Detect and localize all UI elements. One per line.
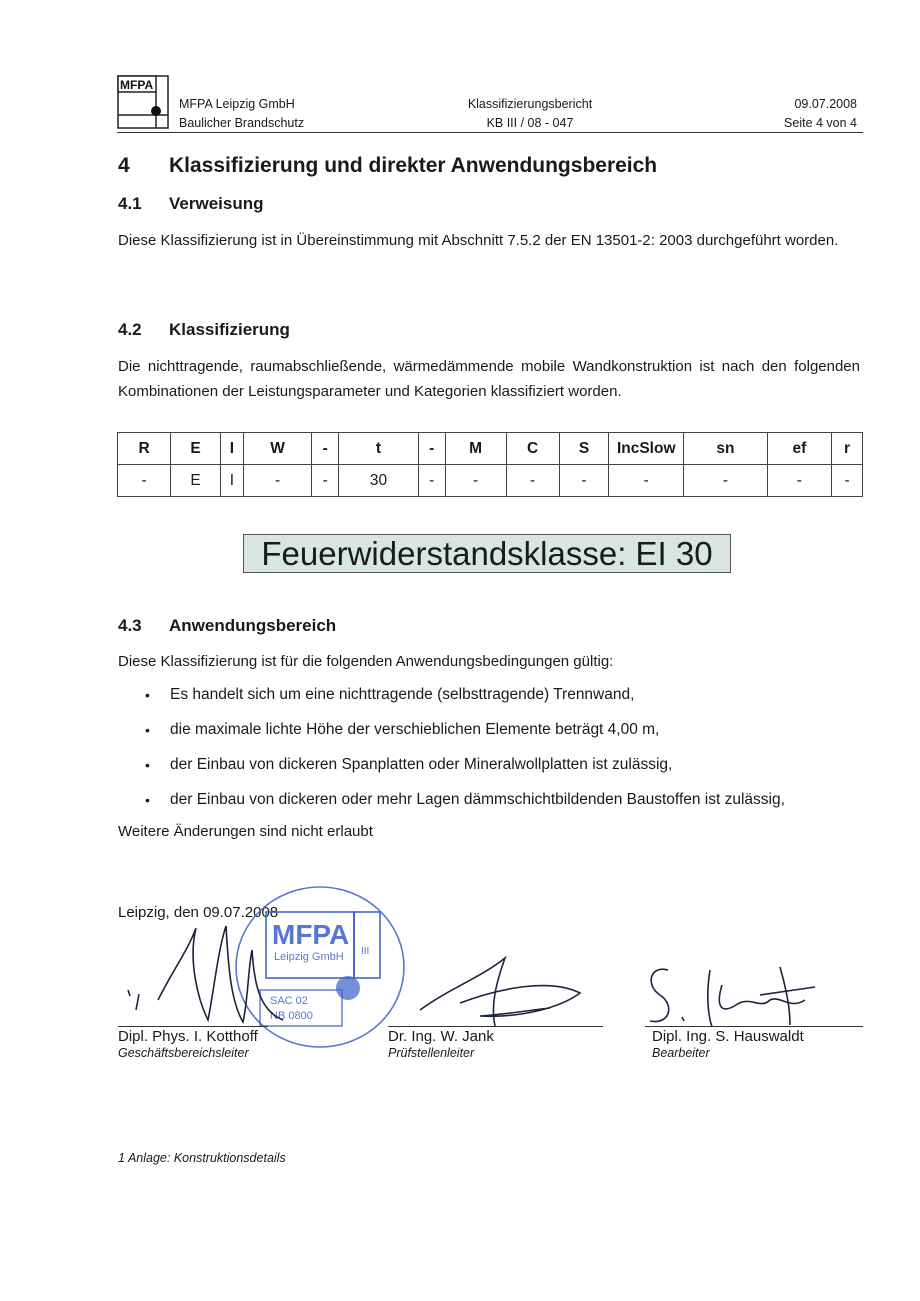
section-4-2-text: Die nichttragende, raumabschließende, wärmedämmende mobile Wandkonstruktion ist nach den folgenden Kombinationen der Leistungsparameter und Kategorien klassifiziert worden. [118, 358, 860, 400]
table-header-cell: E [171, 433, 221, 465]
stamp-code-1: SAC 02 [270, 995, 308, 1007]
signatory-role: Prüfstellenleiter [388, 1046, 475, 1060]
application-conditions-list [118, 684, 785, 824]
table-cell: - [832, 465, 863, 497]
section-4-3-intro: Diese Klassifizierung ist für die folgenden Anwendungsbedingungen gültig: [118, 653, 614, 670]
list-item [118, 719, 785, 754]
signature-hauswaldt [640, 955, 820, 1035]
table-header-cell: t [339, 433, 419, 465]
section-number: 4 [118, 154, 130, 177]
table-header-cell: IncSlow [609, 433, 684, 465]
table-header-cell: - [312, 433, 339, 465]
table-value-row [118, 465, 863, 497]
report-number: KB III / 08 - 047 [486, 116, 574, 130]
signature-line [388, 1026, 603, 1027]
section-number: 4.1 [118, 194, 142, 213]
section-title: Anwendungsbereich [169, 616, 337, 635]
page-number: Seite 4 von 4 [784, 116, 857, 130]
list-item-text: die maximale lichte Höhe der verschieblichen Elemente beträgt 4,00 m, [170, 721, 660, 738]
department-name: Baulicher Brandschutz [179, 116, 305, 130]
table-cell: - [445, 465, 506, 497]
table-header-cell: r [832, 433, 863, 465]
table-cell: - [506, 465, 559, 497]
table-cell: - [609, 465, 684, 497]
list-item-text: der Einbau von dickeren oder mehr Lagen dämmschichtbildenden Baustoffen ist zulässig, [170, 791, 785, 808]
table-cell: - [418, 465, 445, 497]
table-cell: 30 [339, 465, 419, 497]
section-title: Klassifizierung und direkter Anwendungsbereich [169, 154, 658, 177]
table-header-cell: sn [684, 433, 767, 465]
signature-line [118, 1026, 268, 1027]
section-number: 4.3 [118, 616, 142, 635]
stamp-sub-text: Leipzig GmbH [274, 951, 344, 963]
logo-text: MFPA [120, 78, 154, 92]
signature-jank [410, 948, 590, 1030]
signature-kotthoff [118, 910, 288, 1028]
classification-table [117, 432, 863, 497]
table-header-cell: W [243, 433, 311, 465]
signatory-name: Dipl. Ing. S. Hauswaldt [652, 1028, 804, 1045]
section-title: Verweisung [169, 194, 264, 213]
list-item-text: der Einbau von dickeren Spanplatten oder Mineralwollplatten ist zulässig, [170, 756, 673, 773]
table-cell: E [171, 465, 221, 497]
stamp-roman: III [361, 946, 370, 957]
signatory-name: Dipl. Phys. I. Kotthoff [118, 1028, 258, 1045]
signatory-role: Bearbeiter [652, 1046, 710, 1060]
section-4-1-text: Diese Klassifizierung ist in Übereinstimmung mit Abschnitt 7.5.2 der EN 13501-2: 2003 durchgeführt worden. [118, 232, 839, 249]
bullet-marker: • [145, 687, 150, 703]
signatory-role: Geschäftsbereichsleiter [118, 1046, 249, 1060]
report-date: 09.07.2008 [794, 97, 857, 111]
footnote: 1 Anlage: Konstruktionsdetails [118, 1151, 286, 1165]
bullet-marker: • [145, 757, 150, 773]
list-item [118, 684, 785, 719]
table-header-cell: M [445, 433, 506, 465]
table-cell: I [220, 465, 243, 497]
stamp-main-text: MFPA [272, 919, 350, 950]
table-cell: - [118, 465, 171, 497]
list-item-text: Es handelt sich um eine nichttragende (selbsttragende) Trennwand, [170, 686, 635, 703]
bullet-marker: • [145, 792, 150, 808]
fire-resistance-class-box: Feuerwiderstandsklasse: EI 30 [243, 534, 731, 573]
mfpa-logo [117, 75, 169, 129]
list-item [118, 754, 785, 789]
signature-line [645, 1026, 863, 1027]
section-title: Klassifizierung [169, 320, 290, 339]
table-header-cell: S [559, 433, 609, 465]
table-header-cell: R [118, 433, 171, 465]
company-name: MFPA Leipzig GmbH [179, 97, 295, 111]
table-cell: - [243, 465, 311, 497]
report-type: Klassifizierungsbericht [467, 97, 593, 111]
table-cell: - [312, 465, 339, 497]
table-header-cell: C [506, 433, 559, 465]
table-cell: - [767, 465, 832, 497]
bullet-marker: • [145, 722, 150, 738]
section-number: 4.2 [118, 320, 142, 339]
header-divider [117, 132, 863, 133]
list-item [118, 789, 785, 824]
table-header-cell: I [220, 433, 243, 465]
table-cell: - [559, 465, 609, 497]
table-header-row [118, 433, 863, 465]
table-header-cell: ef [767, 433, 832, 465]
section-4-3-closing: Weitere Änderungen sind nicht erlaubt [118, 823, 373, 840]
place-and-date: Leipzig, den 09.07.2008 [118, 904, 279, 921]
table-header-cell: - [418, 433, 445, 465]
table-cell: - [684, 465, 767, 497]
stamp-code-2: NB 0800 [270, 1010, 313, 1022]
signatory-name: Dr. Ing. W. Jank [388, 1028, 494, 1045]
